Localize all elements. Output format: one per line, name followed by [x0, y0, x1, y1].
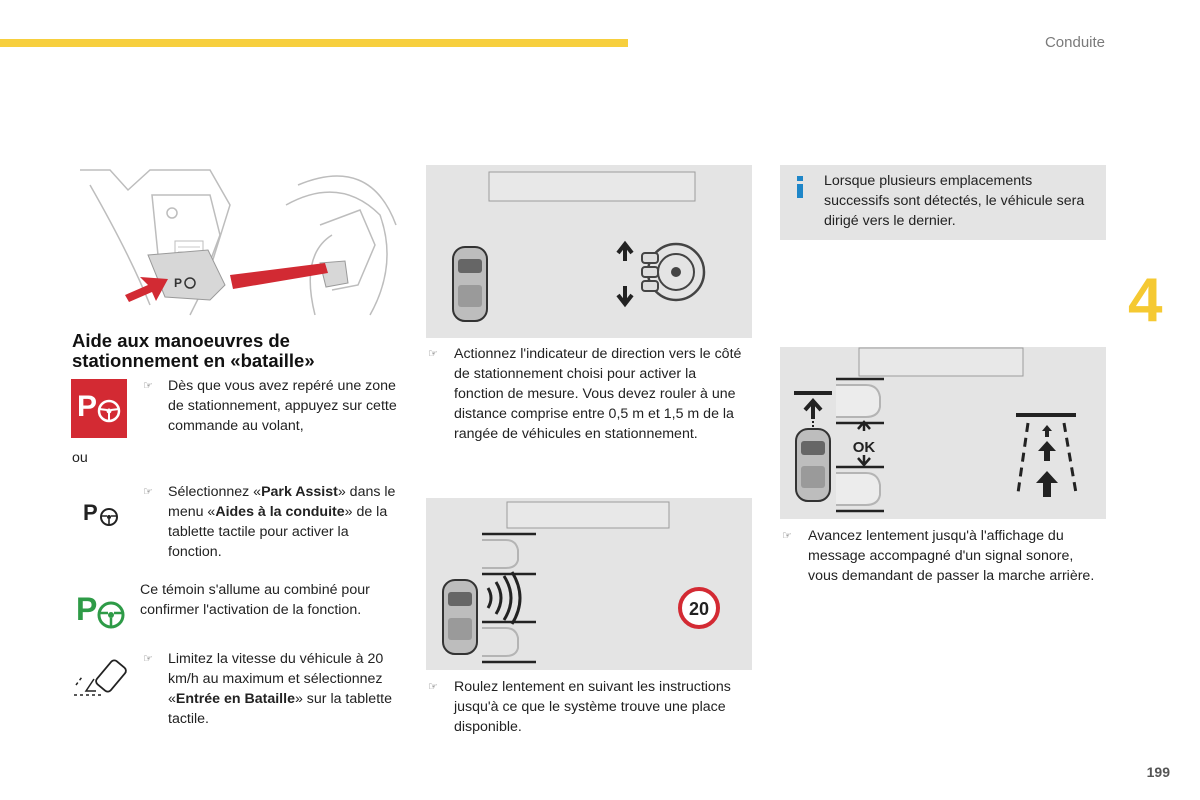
info-text: Lorsque plusieurs emplacements successifs sont détectés, le véhicule sera dirigé vers le dernier. [824, 173, 1085, 229]
car-icon [796, 429, 830, 501]
enter-perpendicular-label: Entrée en Bataille [175, 691, 295, 707]
pointing-hand-icon: ☞ [143, 380, 153, 392]
space-detection-diagram [426, 498, 752, 670]
header-accent-bar [0, 39, 628, 47]
perpendicular-parking-icon [72, 657, 130, 699]
speed-sign-value: 20 [688, 599, 710, 619]
section-heading [72, 331, 402, 371]
pointing-hand-icon: ☞ [143, 486, 153, 498]
steering-wheel-illustration [70, 165, 398, 325]
or-label: ou [72, 450, 88, 466]
car-icon [443, 580, 477, 654]
sensor-waves-icon [488, 572, 520, 624]
step-text: Avancez lentement jusqu'à l'affichage du message accompagné d'un signal sonore, vous demandant de passer la marche arrière. [808, 528, 1095, 584]
step-activate-indicator [428, 344, 746, 444]
step2-suffix: » de la tablette tactile pour activer la fonction. [168, 504, 388, 560]
step-select-park-assist [143, 482, 398, 562]
step-advance-slowly [782, 526, 1102, 586]
info-icon [796, 176, 804, 198]
step-drive-slowly [428, 677, 746, 737]
pointing-hand-icon: ☞ [782, 530, 792, 542]
step-text: Roulez lentement en suivant les instructions jusqu'à ce que le système trouve une place disponible. [454, 679, 731, 735]
svg-text:P: P [174, 276, 183, 290]
driving-aids-label: Aides à la conduite [215, 504, 345, 520]
heading-line-1: Aide aux manoeuvres de [72, 330, 290, 351]
speed-limit-sign-icon [680, 589, 718, 627]
pointing-hand-icon: ☞ [143, 653, 153, 665]
step3-suffix: » sur la tablette tactile. [168, 691, 392, 727]
step2-prefix: Sélectionnez « [168, 484, 262, 500]
turn-signal-diagram [426, 165, 752, 338]
park-assist-indicator-icon [76, 588, 128, 634]
turn-signal-arrows-icon [618, 244, 632, 304]
chapter-number: 4 [1128, 266, 1163, 335]
svg-text:P: P [77, 390, 98, 423]
steering-wheel-icon [642, 244, 704, 300]
heading-line-2: stationnement en «bataille» [72, 350, 315, 371]
stop-signal-diagram [780, 347, 1106, 519]
car-icon [453, 247, 487, 321]
section-title: Conduite [1044, 34, 1105, 51]
page-number: 199 [1146, 764, 1170, 780]
step2-mid: » dans le menu « [168, 484, 396, 520]
indicator-description: Ce témoin s'allume au combiné pour confirmer l'activation de la fonction. [140, 582, 370, 618]
step-text: Actionnez l'indicateur de direction vers le côté de stationnement choisi pour activer la fonction de mesure. Vous devez rouler à une distance comprise entre 0,5 m et 1,5 m de la rangée de véhicules en stationnement. [454, 346, 742, 442]
park-assist-button-icon [71, 379, 127, 438]
park-assist-label: Park Assist [261, 484, 338, 500]
step3-prefix: Limitez la vitesse du véhicule à 20 km/h au maximum et sélectionnez « [168, 651, 384, 707]
park-assist-symbol-icon [83, 498, 123, 528]
svg-text:P: P [83, 500, 98, 525]
parking-guide-icon [1016, 415, 1076, 497]
pointing-hand-icon: ☞ [428, 348, 438, 360]
pointing-hand-icon: ☞ [428, 681, 438, 693]
step-press-button [143, 376, 398, 436]
ok-label: OK [852, 439, 876, 456]
svg-text:P: P [76, 591, 98, 627]
step-limit-speed [143, 649, 398, 729]
step-text: Dès que vous avez repéré une zone de stationnement, appuyez sur cette commande au volant, [168, 378, 397, 434]
info-box [780, 165, 1106, 240]
